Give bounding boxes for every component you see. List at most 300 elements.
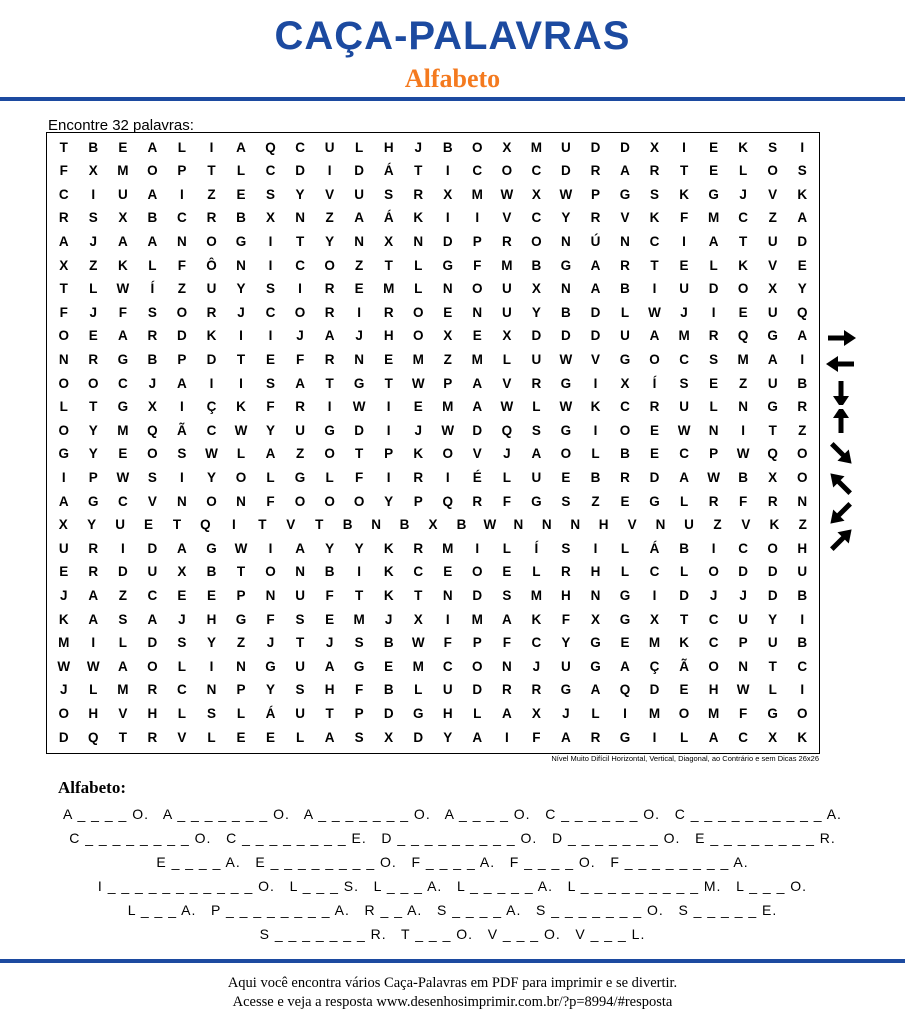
grid-cell[interactable]: O	[560, 446, 572, 462]
grid-cell[interactable]: L	[177, 705, 187, 721]
grid-cell[interactable]: O	[472, 139, 483, 155]
grid-cell[interactable]: N	[177, 233, 187, 249]
grid-cell[interactable]: C	[177, 210, 187, 226]
grid-cell[interactable]: C	[738, 729, 749, 745]
grid-cell[interactable]: L	[709, 257, 718, 273]
grid-cell[interactable]: N	[177, 493, 187, 509]
grid-cell[interactable]: E	[679, 682, 689, 698]
grid-cell[interactable]: I	[445, 163, 450, 179]
grid-cell[interactable]: M	[648, 705, 661, 721]
grid-cell[interactable]: K	[383, 540, 394, 556]
grid-cell[interactable]: Y	[443, 729, 453, 745]
grid-cell[interactable]: U	[324, 139, 335, 155]
grid-cell[interactable]: O	[206, 233, 217, 249]
grid-cell[interactable]: N	[708, 422, 719, 438]
grid-cell[interactable]: Z	[443, 351, 452, 367]
grid-cell[interactable]: J	[414, 422, 422, 438]
grid-cell[interactable]: F	[739, 705, 748, 721]
grid-cell[interactable]: U	[115, 517, 125, 533]
grid-cell[interactable]: S	[709, 351, 719, 367]
grid-cell[interactable]: L	[266, 469, 275, 485]
grid-cell[interactable]: S	[650, 186, 660, 202]
grid-cell[interactable]: L	[620, 540, 630, 556]
grid-cell[interactable]: X	[59, 257, 69, 273]
grid-cell[interactable]: T	[258, 517, 267, 533]
grid-cell[interactable]: O	[767, 540, 778, 556]
grid-cell[interactable]: S	[354, 635, 364, 651]
grid-cell[interactable]: D	[679, 587, 689, 603]
grid-cell[interactable]: S	[295, 611, 305, 627]
grid-cell[interactable]: E	[443, 564, 453, 580]
grid-cell[interactable]: X	[768, 729, 778, 745]
grid-cell[interactable]: K	[797, 186, 808, 202]
grid-cell[interactable]: W	[648, 304, 661, 320]
grid-cell[interactable]: C	[679, 446, 689, 462]
grid-cell[interactable]: A	[472, 399, 483, 415]
grid-cell[interactable]: G	[117, 351, 129, 367]
grid-cell[interactable]: J	[739, 186, 747, 202]
grid-cell[interactable]: A	[117, 328, 128, 344]
grid-cell[interactable]: O	[206, 493, 217, 509]
grid-cell[interactable]: X	[502, 328, 512, 344]
grid-cell[interactable]: R	[413, 186, 424, 202]
grid-cell[interactable]: E	[144, 517, 154, 533]
grid-cell[interactable]: T	[355, 587, 364, 603]
grid-cell[interactable]: T	[768, 422, 777, 438]
grid-cell[interactable]: R	[649, 163, 660, 179]
grid-cell[interactable]: S	[502, 587, 512, 603]
grid-cell[interactable]: L	[207, 729, 216, 745]
grid-cell[interactable]: M	[471, 611, 483, 627]
grid-cell[interactable]: X	[650, 139, 660, 155]
grid-cell[interactable]: T	[325, 375, 334, 391]
grid-cell[interactable]: L	[532, 399, 541, 415]
grid-cell[interactable]: O	[531, 233, 542, 249]
grid-cell[interactable]: N	[236, 493, 246, 509]
grid-cell[interactable]: P	[177, 351, 187, 367]
grid-cell[interactable]: A	[117, 233, 128, 249]
grid-cell[interactable]: A	[236, 139, 246, 155]
grid-cell[interactable]: Y	[87, 517, 97, 533]
grid-cell[interactable]: M	[678, 328, 690, 344]
grid-cell[interactable]: M	[412, 351, 424, 367]
grid-cell[interactable]: L	[679, 729, 689, 745]
grid-cell[interactable]: G	[767, 705, 778, 721]
grid-cell[interactable]: Q	[200, 517, 211, 533]
grid-cell[interactable]: U	[561, 139, 571, 155]
grid-cell[interactable]: B	[590, 469, 601, 485]
grid-cell[interactable]: D	[561, 328, 571, 344]
grid-cell[interactable]: J	[296, 328, 304, 344]
grid-cell[interactable]: O	[708, 564, 719, 580]
grid-cell[interactable]: F	[266, 399, 275, 415]
grid-cell[interactable]: N	[472, 304, 483, 320]
grid-cell[interactable]: F	[59, 304, 68, 320]
grid-cell[interactable]: W	[707, 469, 720, 485]
grid-cell[interactable]: R	[590, 210, 601, 226]
grid-cell[interactable]: W	[234, 422, 248, 438]
grid-cell[interactable]: W	[483, 517, 497, 533]
grid-cell[interactable]: F	[355, 469, 364, 485]
grid-cell[interactable]: I	[741, 422, 746, 438]
grid-cell[interactable]: V	[741, 517, 751, 533]
grid-cell[interactable]: A	[177, 540, 187, 556]
grid-cell[interactable]: J	[384, 611, 393, 627]
grid-cell[interactable]: B	[147, 351, 158, 367]
grid-cell[interactable]: E	[118, 446, 128, 462]
grid-cell[interactable]: O	[412, 328, 424, 344]
grid-cell[interactable]: V	[502, 210, 512, 226]
grid-cell[interactable]: I	[268, 233, 273, 249]
grid-cell[interactable]: L	[89, 281, 98, 297]
grid-cell[interactable]: B	[738, 469, 749, 485]
grid-cell[interactable]: W	[234, 540, 248, 556]
grid-cell[interactable]: X	[502, 139, 512, 155]
grid-cell[interactable]: C	[797, 658, 808, 674]
grid-cell[interactable]: E	[236, 729, 246, 745]
grid-cell[interactable]: I	[800, 682, 805, 698]
grid-cell[interactable]: T	[236, 564, 246, 580]
grid-cell[interactable]: S	[88, 210, 98, 226]
grid-cell[interactable]: L	[118, 635, 127, 651]
grid-cell[interactable]: R	[590, 729, 601, 745]
grid-cell[interactable]: C	[206, 422, 217, 438]
grid-cell[interactable]: K	[383, 587, 394, 603]
grid-cell[interactable]: U	[58, 540, 69, 556]
grid-cell[interactable]: B	[399, 517, 410, 533]
grid-cell[interactable]: A	[620, 163, 630, 179]
grid-cell[interactable]: O	[649, 351, 660, 367]
grid-cell[interactable]: L	[236, 705, 246, 721]
grid-cell[interactable]: N	[590, 587, 601, 603]
grid-cell[interactable]: K	[58, 611, 69, 627]
grid-cell[interactable]: F	[266, 493, 275, 509]
grid-cell[interactable]: V	[118, 705, 128, 721]
grid-cell[interactable]: R	[295, 399, 305, 415]
grid-cell[interactable]: X	[590, 611, 600, 627]
grid-cell[interactable]: X	[650, 611, 660, 627]
grid-cell[interactable]: D	[354, 163, 365, 179]
grid-cell[interactable]: N	[295, 564, 305, 580]
grid-cell[interactable]: D	[117, 564, 128, 580]
grid-cell[interactable]: S	[561, 493, 571, 509]
grid-cell[interactable]: W	[677, 422, 691, 438]
grid-cell[interactable]: I	[180, 399, 184, 415]
grid-cell[interactable]: W	[736, 446, 750, 462]
grid-cell[interactable]: I	[268, 257, 273, 273]
grid-cell[interactable]: R	[708, 328, 719, 344]
grid-cell[interactable]: W	[116, 469, 130, 485]
grid-cell[interactable]: E	[709, 163, 719, 179]
grid-cell[interactable]: V	[620, 210, 630, 226]
grid-cell[interactable]: O	[796, 705, 808, 721]
grid-cell[interactable]: M	[117, 422, 129, 438]
grid-cell[interactable]: R	[206, 304, 217, 320]
grid-cell[interactable]: G	[353, 658, 365, 674]
grid-cell[interactable]: L	[414, 257, 423, 273]
grid-cell[interactable]: O	[501, 163, 513, 179]
grid-cell[interactable]: A	[177, 375, 187, 391]
grid-cell[interactable]: Á	[383, 163, 394, 179]
grid-cell[interactable]: B	[442, 139, 453, 155]
grid-cell[interactable]: B	[383, 682, 394, 698]
grid-cell[interactable]: I	[386, 422, 391, 438]
grid-cell[interactable]: R	[383, 304, 394, 320]
grid-cell[interactable]: X	[531, 705, 541, 721]
grid-cell[interactable]: M	[58, 635, 70, 651]
grid-cell[interactable]: E	[88, 328, 98, 344]
grid-cell[interactable]: B	[797, 635, 808, 651]
grid-cell[interactable]: A	[265, 446, 276, 462]
grid-cell[interactable]: V	[768, 186, 778, 202]
grid-cell[interactable]: I	[652, 281, 657, 297]
grid-cell[interactable]: H	[206, 611, 217, 627]
grid-cell[interactable]: G	[117, 399, 129, 415]
grid-cell[interactable]: C	[295, 257, 305, 273]
grid-cell[interactable]: U	[117, 186, 128, 202]
grid-cell[interactable]: Q	[619, 682, 631, 698]
grid-cell[interactable]: F	[266, 611, 275, 627]
grid-cell[interactable]: R	[206, 210, 217, 226]
grid-cell[interactable]: I	[231, 517, 236, 533]
grid-cell[interactable]: É	[472, 469, 482, 485]
grid-cell[interactable]: A	[472, 729, 483, 745]
grid-cell[interactable]: I	[209, 375, 214, 391]
grid-cell[interactable]: C	[679, 351, 689, 367]
grid-cell[interactable]: X	[384, 729, 394, 745]
grid-cell[interactable]: Y	[266, 422, 276, 438]
grid-cell[interactable]: I	[180, 469, 184, 485]
grid-cell[interactable]: B	[456, 517, 467, 533]
grid-cell[interactable]: I	[209, 139, 214, 155]
grid-cell[interactable]: S	[177, 635, 187, 651]
grid-cell[interactable]: E	[679, 257, 689, 273]
grid-cell[interactable]: B	[561, 304, 571, 320]
grid-cell[interactable]: S	[531, 422, 541, 438]
grid-cell[interactable]: I	[298, 281, 302, 297]
grid-cell[interactable]: L	[679, 493, 689, 509]
grid-cell[interactable]: L	[414, 281, 423, 297]
grid-cell[interactable]: G	[590, 658, 601, 674]
grid-cell[interactable]: W	[352, 399, 366, 415]
grid-cell[interactable]: U	[295, 705, 305, 721]
grid-cell[interactable]: D	[767, 564, 778, 580]
grid-cell[interactable]: N	[797, 493, 808, 509]
grid-cell[interactable]: P	[472, 635, 482, 651]
grid-cell[interactable]: B	[206, 564, 217, 580]
grid-cell[interactable]: Y	[206, 635, 216, 651]
grid-cell[interactable]: D	[147, 540, 158, 556]
grid-cell[interactable]: G	[265, 658, 276, 674]
grid-cell[interactable]: X	[443, 186, 453, 202]
grid-cell[interactable]: H	[383, 328, 394, 344]
grid-cell[interactable]: M	[501, 257, 513, 273]
grid-cell[interactable]: I	[652, 729, 657, 745]
grid-cell[interactable]: R	[324, 304, 335, 320]
grid-cell[interactable]: L	[177, 658, 187, 674]
grid-cell[interactable]: Y	[561, 635, 571, 651]
grid-cell[interactable]: R	[147, 682, 158, 698]
grid-cell[interactable]: I	[268, 328, 273, 344]
grid-cell[interactable]: E	[443, 304, 453, 320]
grid-cell[interactable]: T	[650, 257, 659, 273]
grid-cell[interactable]: T	[295, 233, 305, 249]
grid-cell[interactable]: M	[117, 163, 129, 179]
grid-cell[interactable]: R	[531, 682, 542, 698]
grid-cell[interactable]: C	[413, 564, 424, 580]
grid-cell[interactable]: O	[767, 163, 778, 179]
grid-cell[interactable]: I	[357, 304, 362, 320]
grid-cell[interactable]: A	[472, 375, 483, 391]
grid-cell[interactable]: Z	[713, 517, 722, 533]
grid-cell[interactable]: G	[708, 186, 719, 202]
grid-cell[interactable]: R	[708, 493, 719, 509]
grid-cell[interactable]: I	[91, 186, 96, 202]
grid-cell[interactable]: Ç	[649, 658, 660, 674]
grid-cell[interactable]: L	[591, 705, 600, 721]
grid-cell[interactable]: D	[472, 682, 483, 698]
grid-cell[interactable]: F	[739, 493, 748, 509]
grid-cell[interactable]: O	[58, 328, 70, 344]
grid-cell[interactable]: B	[342, 517, 353, 533]
grid-cell[interactable]: O	[442, 446, 454, 462]
grid-cell[interactable]: D	[531, 328, 542, 344]
grid-cell[interactable]: O	[147, 658, 158, 674]
grid-cell[interactable]: Z	[118, 587, 127, 603]
grid-cell[interactable]: L	[148, 257, 157, 273]
grid-cell[interactable]: F	[325, 587, 334, 603]
grid-cell[interactable]: Z	[177, 281, 187, 297]
grid-cell[interactable]: J	[414, 139, 422, 155]
grid-cell[interactable]: C	[620, 399, 630, 415]
grid-cell[interactable]: I	[711, 540, 716, 556]
grid-cell[interactable]: A	[147, 139, 158, 155]
grid-cell[interactable]: F	[355, 682, 364, 698]
grid-cell[interactable]: A	[147, 186, 158, 202]
grid-cell[interactable]: T	[59, 139, 68, 155]
grid-cell[interactable]: R	[797, 399, 808, 415]
grid-cell[interactable]: I	[445, 611, 450, 627]
grid-cell[interactable]: Í	[534, 540, 539, 556]
grid-cell[interactable]: A	[797, 210, 808, 226]
grid-cell[interactable]: A	[295, 375, 305, 391]
grid-cell[interactable]: B	[797, 587, 808, 603]
grid-cell[interactable]: N	[354, 351, 365, 367]
grid-cell[interactable]: Y	[325, 233, 335, 249]
grid-cell[interactable]: I	[61, 469, 66, 485]
grid-cell[interactable]: Q	[737, 328, 749, 344]
grid-cell[interactable]: R	[649, 399, 660, 415]
grid-cell[interactable]: G	[767, 399, 778, 415]
grid-cell[interactable]: S	[384, 186, 394, 202]
grid-cell[interactable]: Z	[591, 493, 600, 509]
grid-cell[interactable]: R	[58, 210, 69, 226]
grid-cell[interactable]: M	[707, 210, 720, 226]
grid-cell[interactable]: N	[354, 233, 365, 249]
grid-cell[interactable]: Ã	[679, 658, 689, 674]
grid-cell[interactable]: R	[413, 469, 424, 485]
grid-cell[interactable]: A	[708, 729, 719, 745]
grid-cell[interactable]: Ú	[590, 233, 601, 249]
grid-cell[interactable]: N	[58, 351, 69, 367]
grid-cell[interactable]: F	[502, 635, 511, 651]
grid-cell[interactable]: P	[709, 446, 719, 462]
grid-cell[interactable]: A	[117, 658, 128, 674]
grid-cell[interactable]: Z	[739, 375, 748, 391]
grid-cell[interactable]: F	[561, 611, 571, 627]
grid-cell[interactable]: U	[738, 611, 749, 627]
grid-cell[interactable]: R	[531, 375, 542, 391]
grid-cell[interactable]: E	[650, 422, 660, 438]
grid-cell[interactable]: Y	[88, 422, 98, 438]
grid-cell[interactable]: P	[590, 186, 600, 202]
grid-cell[interactable]: M	[442, 399, 454, 415]
grid-cell[interactable]: O	[737, 281, 749, 297]
grid-cell[interactable]: R	[501, 682, 512, 698]
grid-cell[interactable]: I	[268, 540, 273, 556]
grid-cell[interactable]: R	[561, 564, 571, 580]
grid-cell[interactable]: O	[324, 446, 335, 462]
grid-cell[interactable]: E	[709, 375, 719, 391]
grid-cell[interactable]: R	[620, 257, 630, 273]
grid-cell[interactable]: O	[353, 493, 365, 509]
grid-cell[interactable]: L	[502, 351, 511, 367]
grid-cell[interactable]: G	[560, 422, 572, 438]
grid-cell[interactable]: J	[178, 611, 186, 627]
grid-cell[interactable]: F	[473, 257, 482, 273]
grid-cell[interactable]: M	[530, 139, 542, 155]
grid-cell[interactable]: O	[176, 304, 188, 320]
grid-cell[interactable]: K	[206, 328, 217, 344]
grid-cell[interactable]: Á	[383, 210, 394, 226]
grid-cell[interactable]: Y	[206, 469, 216, 485]
grid-cell[interactable]: G	[649, 493, 660, 509]
grid-cell[interactable]: L	[502, 469, 511, 485]
grid-cell[interactable]: Z	[798, 422, 807, 438]
grid-cell[interactable]: G	[412, 705, 424, 721]
grid-cell[interactable]: R	[324, 281, 335, 297]
grid-cell[interactable]: X	[531, 186, 541, 202]
grid-cell[interactable]: E	[325, 611, 335, 627]
grid-cell[interactable]: H	[442, 705, 453, 721]
grid-cell[interactable]: U	[767, 375, 778, 391]
grid-cell[interactable]: S	[797, 163, 807, 179]
grid-cell[interactable]: R	[324, 351, 335, 367]
grid-cell[interactable]: A	[590, 682, 601, 698]
grid-cell[interactable]: R	[620, 469, 630, 485]
grid-cell[interactable]: A	[324, 729, 335, 745]
grid-cell[interactable]: Y	[384, 493, 394, 509]
grid-cell[interactable]: C	[295, 139, 305, 155]
grid-cell[interactable]: I	[800, 139, 805, 155]
grid-cell[interactable]: U	[561, 658, 571, 674]
grid-cell[interactable]: A	[147, 611, 158, 627]
grid-cell[interactable]: O	[147, 163, 158, 179]
grid-cell[interactable]: C	[58, 186, 69, 202]
grid-cell[interactable]: V	[472, 446, 482, 462]
grid-cell[interactable]: Z	[207, 186, 216, 202]
grid-cell[interactable]: A	[590, 281, 601, 297]
grid-cell[interactable]: W	[736, 682, 750, 698]
grid-cell[interactable]: K	[413, 210, 424, 226]
grid-cell[interactable]: C	[708, 635, 719, 651]
grid-cell[interactable]: F	[443, 635, 452, 651]
grid-cell[interactable]: B	[620, 281, 630, 297]
grid-cell[interactable]: T	[768, 658, 777, 674]
grid-cell[interactable]: P	[236, 682, 246, 698]
grid-cell[interactable]: M	[442, 540, 454, 556]
grid-cell[interactable]: C	[531, 163, 542, 179]
